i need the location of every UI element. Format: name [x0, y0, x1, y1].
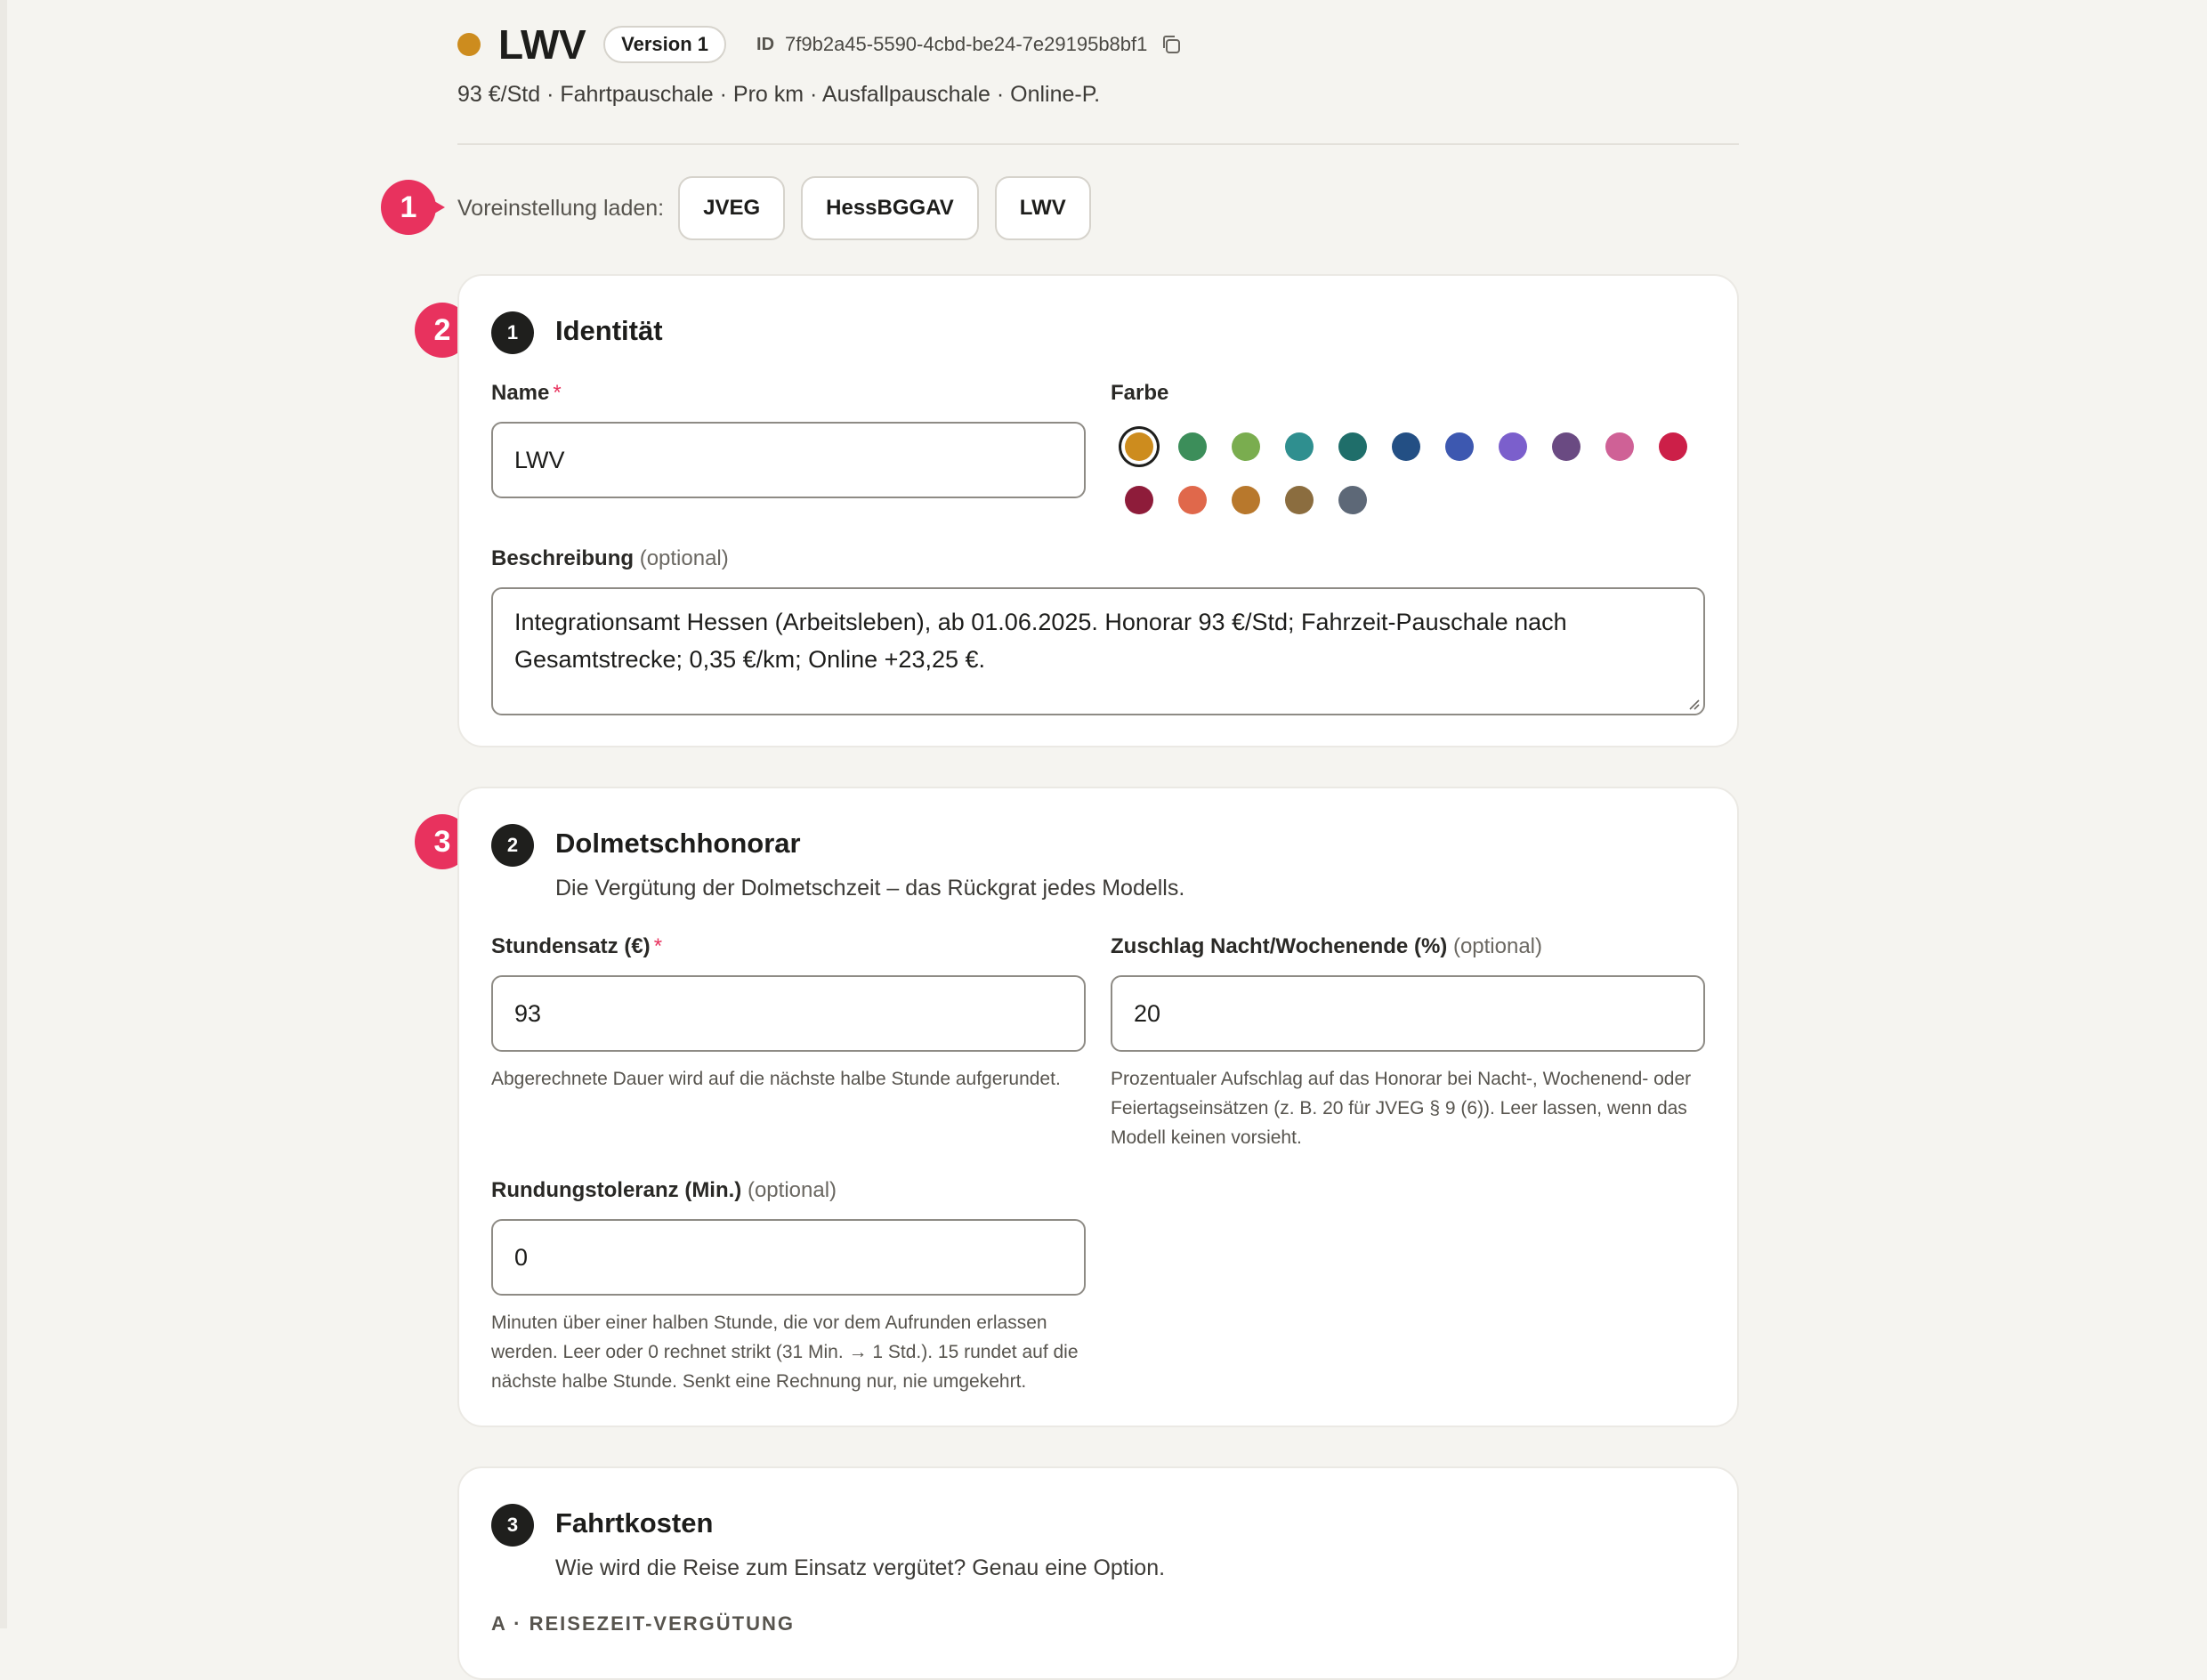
surcharge-label: Zuschlag Nacht/Wochenende (%) (optional): [1111, 934, 1543, 958]
preset-row: [457, 174, 1107, 242]
color-swatch[interactable]: [1499, 432, 1527, 461]
preset-button-jveg[interactable]: JVEG: [678, 176, 785, 240]
surcharge-help: Prozentualer Aufschlag auf das Honorar bei Nacht-, Wochenend- oder Feiertagseinsätzen (z. B. 20 für JVEG § 9 (6)). Leer lassen, wenn das Modell keinen vorsieht.: [1111, 1069, 1692, 1148]
color-swatch[interactable]: [1338, 432, 1367, 461]
color-swatch[interactable]: [1338, 486, 1367, 514]
color-swatch[interactable]: [1232, 486, 1260, 514]
step-number: 2: [491, 824, 534, 867]
step-number: 3: [491, 1504, 534, 1547]
color-swatch[interactable]: [1285, 486, 1314, 514]
preset-button-hessbggav[interactable]: HessBGGAV: [801, 176, 979, 240]
step-number: 1: [491, 311, 534, 354]
color-swatch[interactable]: [1178, 432, 1207, 461]
title-row: [457, 20, 1739, 69]
id-value: 7f9b2a45-5590-4cbd-be24-7e29195b8bf1: [785, 33, 1148, 55]
color-swatch[interactable]: [1659, 432, 1687, 461]
page-title: LWV: [498, 21, 586, 68]
rounding-tolerance-input[interactable]: 0: [491, 1219, 1086, 1296]
travel-title: Fahrtkosten: [555, 1507, 714, 1539]
fee-title: Dolmetschhonorar: [555, 828, 801, 859]
color-swatch[interactable]: [1125, 432, 1153, 461]
model-color-dot: [457, 33, 481, 56]
surcharge-input[interactable]: 20: [1111, 975, 1705, 1052]
color-label: Farbe: [1111, 381, 1169, 405]
rounding-tolerance-help: Minuten über einer halben Stunde, die vor dem Aufrunden erlassen werden. Leer oder 0 rechnet strikt (31 Min. → 1 Std.). 15 rundet auf die nächste halbe Stunde. Senkt eine Rechnung nur, nie umgekehrt.: [491, 1312, 1079, 1392]
travel-subtitle: Wie wird die Reise zum Einsatz vergütet? Genau eine Option.: [555, 1555, 1166, 1580]
color-swatch[interactable]: [1178, 486, 1207, 514]
callout-badge: 2: [415, 303, 470, 358]
description-label: Beschreibung (optional): [491, 546, 729, 570]
color-swatch[interactable]: [1392, 432, 1420, 461]
travel-card: [457, 1466, 1739, 1680]
hourly-rate-label: Stundensatz (€) *: [491, 934, 663, 958]
fee-subtitle: Die Vergütung der Dolmetschzeit – das Rückgrat jedes Modells.: [555, 876, 1185, 901]
page-header: [457, 20, 1739, 108]
id-label: ID: [756, 34, 775, 54]
color-swatch[interactable]: [1125, 486, 1153, 514]
name-input[interactable]: LWV: [491, 422, 1086, 498]
preset-label: Voreinstellung laden:: [457, 195, 665, 221]
version-badge: Version 1: [603, 26, 726, 63]
color-swatch[interactable]: [1285, 432, 1314, 461]
color-swatch[interactable]: [1605, 432, 1634, 461]
color-swatch[interactable]: [1445, 432, 1474, 461]
fee-card: [457, 787, 1739, 1427]
description-textarea[interactable]: [491, 587, 1705, 715]
color-swatch[interactable]: [1232, 432, 1260, 461]
identity-title: Identität: [555, 315, 663, 346]
model-summary: 93 €/Std · Fahrtpauschale · Pro km · Ausfallpauschale · Online-P.: [457, 82, 1101, 107]
left-edge: [0, 0, 7, 1628]
resize-handle-icon[interactable]: [1687, 698, 1700, 710]
name-label: Name *: [491, 381, 562, 405]
description-text: Integrationsamt Hessen (Arbeitsleben), ab 01.06.2025. Honorar 93 €/Std; Fahrzeit-Pauschale nach Gesamtstrecke; 0,35 €/km; Online +23,25 €.: [514, 609, 1567, 673]
hourly-rate-help: Abgerechnete Dauer wird auf die nächste halbe Stunde aufgerundet.: [491, 1069, 1061, 1089]
copy-icon[interactable]: [1160, 33, 1183, 56]
preset-button-lwv[interactable]: LWV: [995, 176, 1091, 240]
hourly-rate-input[interactable]: 93: [491, 975, 1086, 1052]
rounding-tolerance-label: Rundungstoleranz (Min.) (optional): [491, 1178, 837, 1202]
header-divider: [457, 143, 1739, 145]
identity-card: [457, 274, 1739, 747]
callout-badge: 3: [415, 814, 470, 869]
callout-badge: 1: [381, 180, 436, 235]
color-swatch[interactable]: [1552, 432, 1580, 461]
travel-section-caption: A · REISEZEIT-VERGÜTUNG: [491, 1612, 795, 1635]
